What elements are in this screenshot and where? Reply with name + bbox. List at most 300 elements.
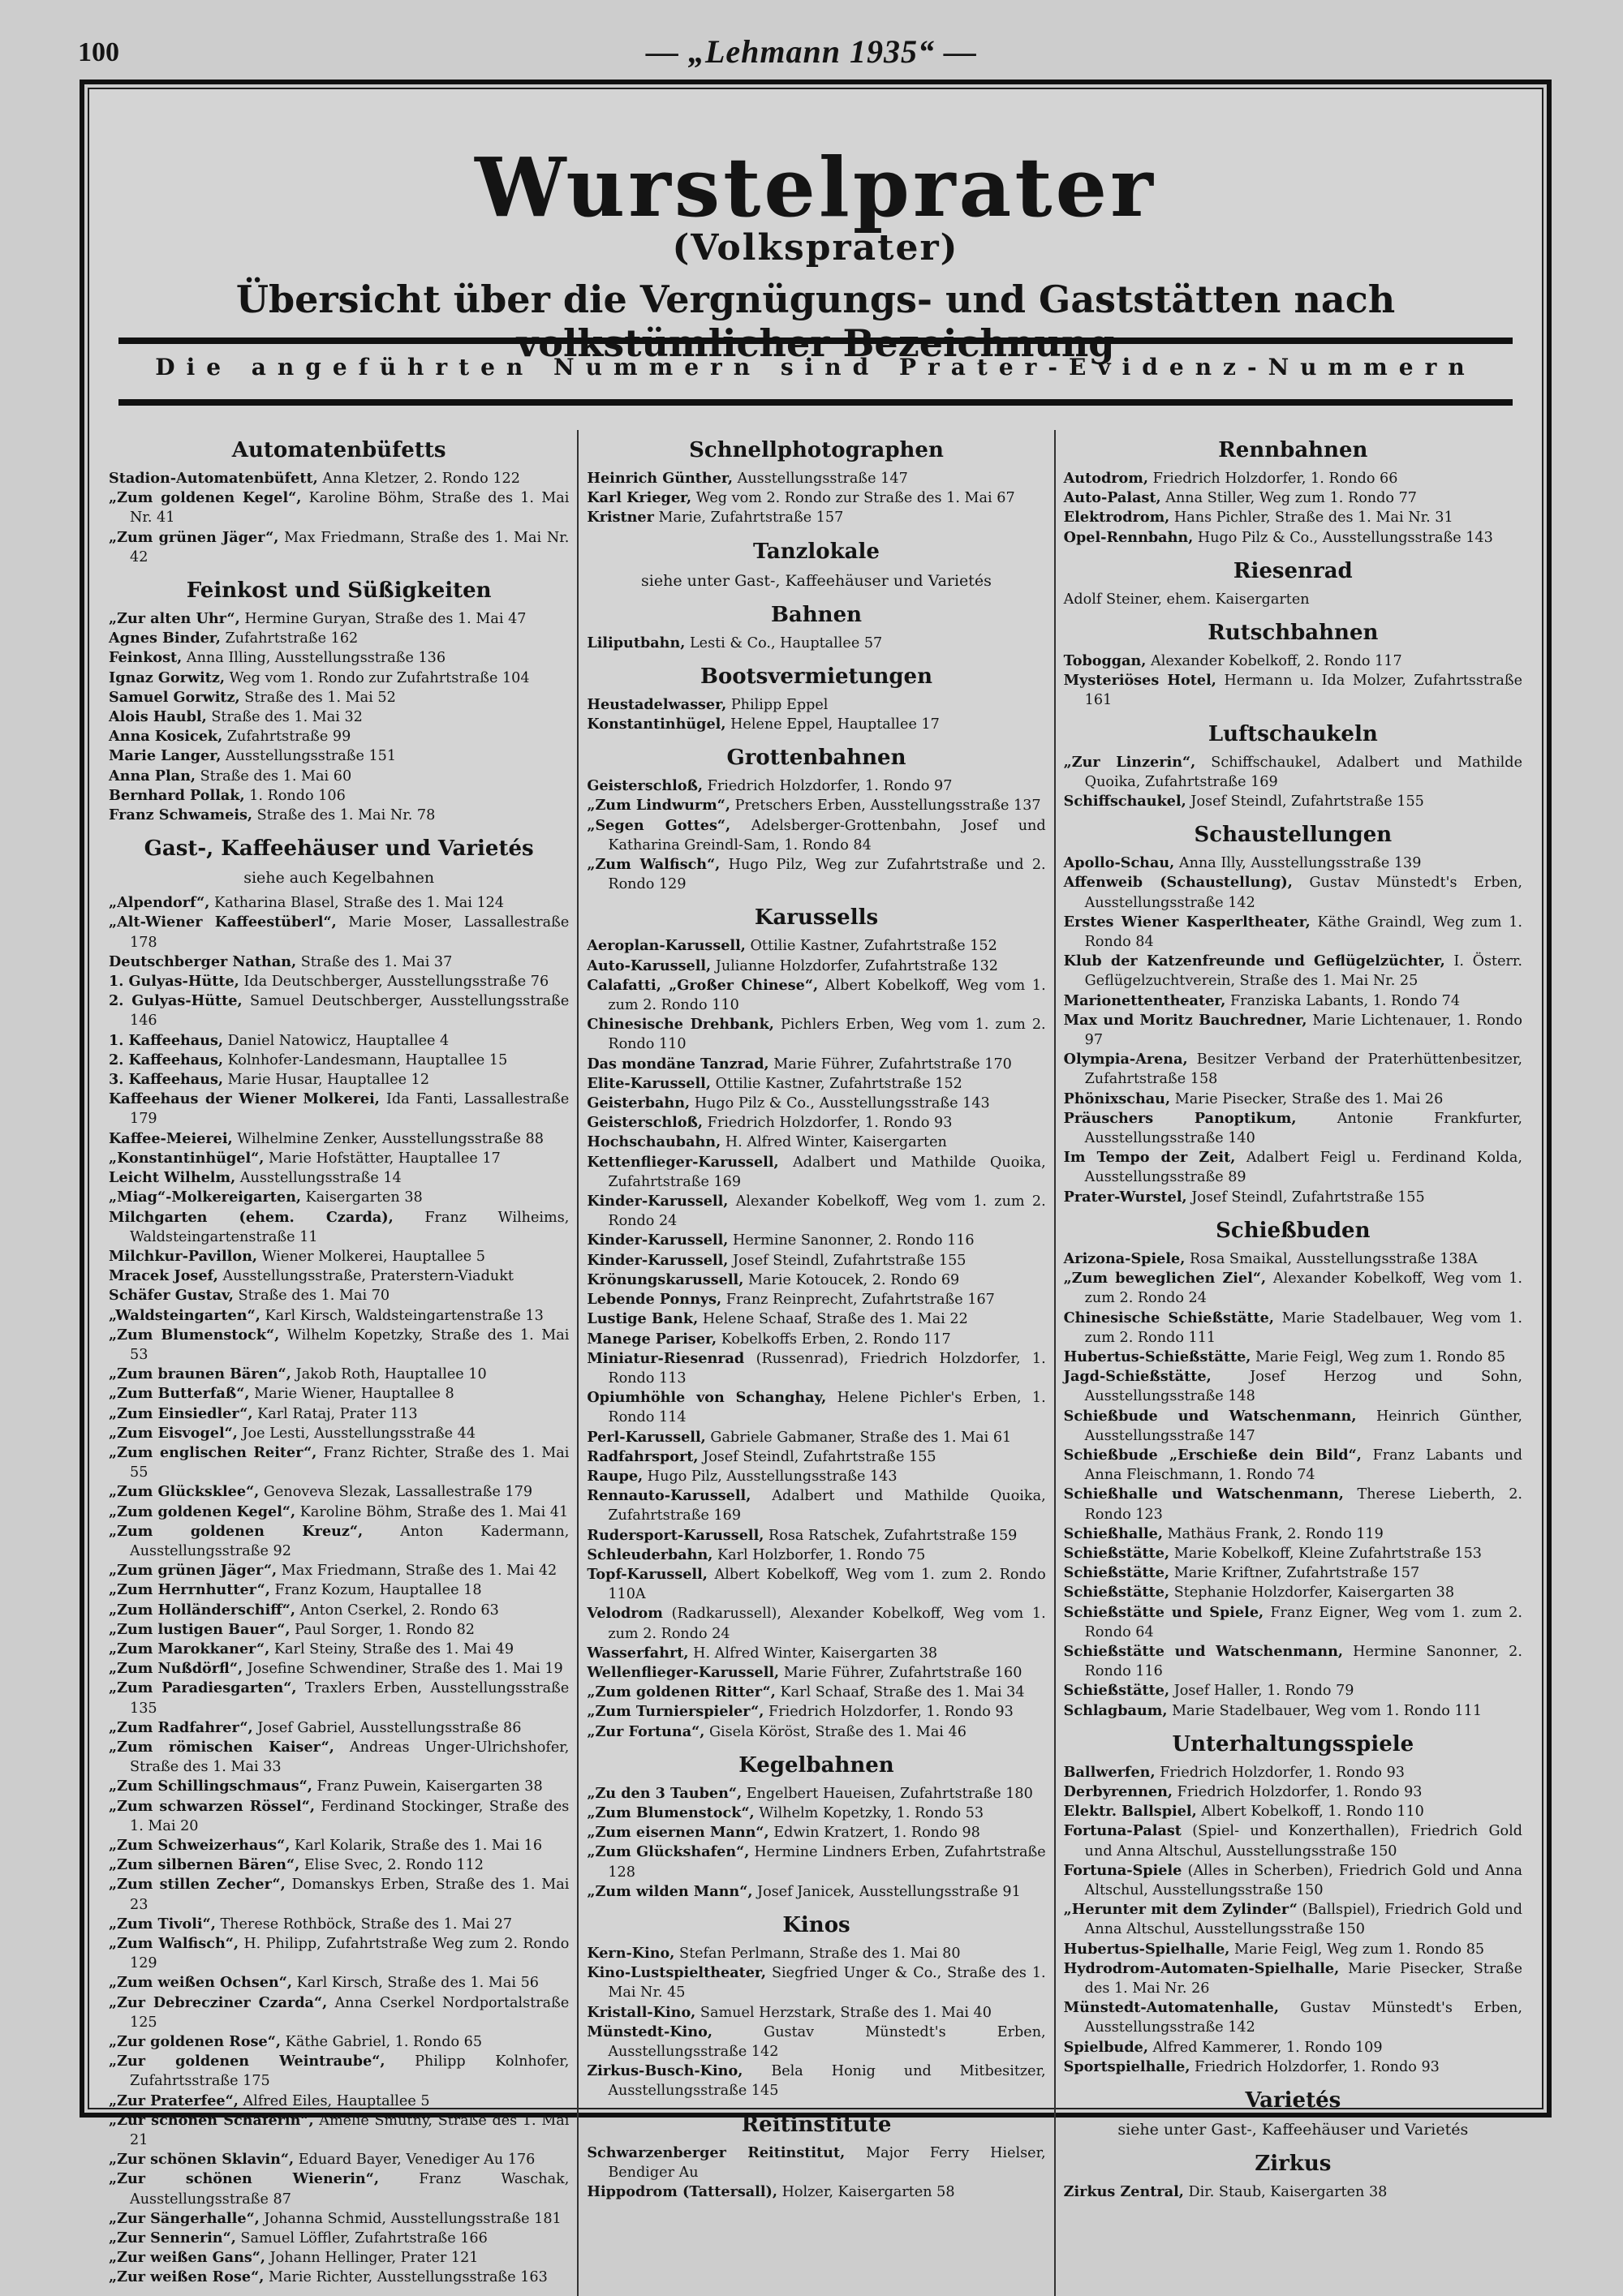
directory-section: [587, 902, 1045, 1741]
entry-name: Ballwerfen,: [1063, 1763, 1156, 1781]
directory-entry: [1064, 1050, 1522, 1089]
entry-details: Pichlers Erben, Weg vom 1. zum 2. Rondo 110: [608, 1017, 1046, 1053]
entry-details: Karl Steiny, Straße des 1. Mai 49: [273, 1640, 514, 1658]
directory-entry: [109, 1208, 569, 1247]
running-title: — „Lehmann 1935“ —: [645, 33, 978, 70]
section-heading: Rutschbahnen: [1208, 621, 1379, 646]
entry-name: „Zur goldenen Weintraube“,: [109, 2053, 385, 2070]
entry-details: Friedrich Holzdorfer, 1. Rondo 66: [1152, 471, 1398, 487]
entry-name: „Zum Blumenstock“,: [109, 1326, 280, 1344]
directory-entry: [109, 1620, 569, 1640]
entry-details: Gustav Münstedt's Erben, Ausstellungsstraße 142: [1084, 875, 1522, 911]
entry-details: Friedrich Holzdorfer, 1. Rondo 93: [1177, 1783, 1423, 1800]
entry-name: „Zum Herrnhutter“,: [109, 1581, 270, 1599]
entry-details: Samuel Herzstark, Straße des 1. Mai 40: [700, 2004, 992, 2021]
directory-entry: [1064, 1524, 1522, 1544]
directory-entry: [587, 1290, 1045, 1309]
entry-details: Hugo Pilz & Co., Ausstellungsstraße 143: [694, 1095, 990, 1112]
entry-details: Marie Feigl, Weg zum 1. Rondo 85: [1255, 1348, 1506, 1365]
directory-entry: [109, 2032, 569, 2052]
entry-details: Straße des 1. Mai 70: [238, 1288, 390, 1305]
directory-entry: [109, 1777, 569, 1796]
entry-name: Marie Langer,: [109, 747, 222, 765]
entry-details: Karl Schaaf, Straße des 1. Mai 34: [780, 1684, 1025, 1701]
directory-entry: [587, 1702, 1045, 1722]
directory-entry: [1064, 1603, 1522, 1642]
entry-details: Franz Richter, Straße des 1. Mai 55: [130, 1444, 570, 1481]
directory-entry: [109, 1149, 569, 1168]
directory-entry: [109, 1561, 569, 1580]
entry-details: Hugo Pilz, Ausstellungsstraße 143: [647, 1468, 898, 1485]
directory-entry: [587, 634, 1045, 653]
entry-name: „Zum wilden Mann“,: [587, 1882, 753, 1900]
directory-entry: [109, 893, 569, 913]
entry-name: Anna Kosicek,: [109, 728, 223, 746]
entry-details: Kobelkoffs Erben, 2. Rondo 117: [721, 1331, 951, 1348]
entry-details: Katharina Blasel, Straße des 1. Mai 124: [214, 895, 505, 912]
entry-details: 1. Rondo 106: [249, 787, 346, 804]
directory-entry: [587, 2182, 1045, 2202]
entry-name: „Zum Radfahrer“,: [109, 1718, 253, 1736]
entry-details: Weg vom 2. Rondo zur Straße des 1. Mai 67: [695, 490, 1015, 507]
entry-details: Friedrich Holzdorfer, 1. Rondo 93: [1160, 1764, 1405, 1781]
entry-details: Karoline Böhm, Straße des 1. Mai 41: [299, 1503, 569, 1520]
directory-entry: [109, 767, 569, 786]
entry-details: Käthe Gabriel, 1. Rondo 65: [285, 2034, 483, 2051]
entry-name: Kettenflieger-Karussell,: [587, 1153, 779, 1171]
entry-details: Anton Cserkel, 2. Rondo 63: [299, 1602, 499, 1619]
entry-details: Marie Stadelbauer, Weg vom 1. Rondo 111: [1172, 1702, 1483, 1719]
entry-name: Auto-Palast,: [1063, 489, 1161, 507]
entry-name: „Zum Blumenstock“,: [587, 1804, 755, 1821]
directory-entry: [1064, 1900, 1522, 1939]
entry-details: (Ballspiel), Friedrich Gold und Anna Altschul, Ausstellungsstraße 150: [1084, 1902, 1522, 1938]
directory-entry: [1064, 913, 1522, 952]
entry-details: Josef Steindl, Zufahrtstraße 155: [733, 1252, 966, 1269]
directory-section: [1064, 617, 1522, 711]
directory-section: [109, 575, 569, 825]
entry-name: „Zum Walfisch“,: [109, 1935, 239, 1953]
directory-entry: [109, 609, 569, 629]
entry-name: „Miag“-Molkereigarten,: [109, 1189, 302, 1206]
entry-details: Hermann u. Ida Molzer, Zufahrtsstraße 161: [1084, 673, 1522, 709]
directory-entry: [587, 1055, 1045, 1074]
entry-name: Feinkost,: [109, 649, 183, 667]
entry-details: Ottilie Kastner, Zufahrtstraße 152: [715, 1075, 962, 1092]
entry-name: Kaffee-Meierei,: [109, 1129, 233, 1147]
column-1: [101, 430, 577, 2296]
entry-name: Jagd-Schießstätte,: [1063, 1368, 1212, 1386]
entry-details: Josef Haller, 1. Rondo 79: [1173, 1683, 1354, 1700]
entry-name: Deutschberger Nathan,: [109, 952, 297, 970]
directory-entry: [587, 1644, 1045, 1663]
entry-details: (Radkarussell), Alexander Kobelkoff, Weg vom 1. zum 2. Rondo 24: [608, 1606, 1046, 1642]
directory-entry: [1064, 1959, 1522, 1998]
directory-entry: [109, 1993, 569, 2032]
directory-entry: [109, 1443, 569, 1482]
evidence-note: Die angeführten Nummern sind Prater-Evidenz-Nummern: [155, 354, 1476, 381]
entry-details: Rosa Ratschek, Zufahrtstraße 159: [768, 1527, 1018, 1544]
entry-name: Das mondäne Tanzrad,: [587, 1055, 769, 1073]
entry-details: Karl Holzborfer, 1. Rondo 75: [717, 1546, 926, 1563]
entry-name: Ignaz Gorwitz,: [109, 669, 225, 686]
section-heading: Luftschaukeln: [1208, 721, 1378, 746]
entry-name: Agnes Binder,: [109, 630, 221, 647]
entry-name: Erstes Wiener Kasperltheater,: [1063, 913, 1311, 931]
directory-entry: [1064, 1681, 1522, 1701]
entry-name: Liliputbahn,: [587, 634, 686, 651]
entry-name: Calafatti, „Großer Chinese“,: [587, 976, 819, 994]
entry-details: Adalbert Feigl u. Ferdinand Kolda, Ausstellungsstraße 89: [1084, 1150, 1522, 1186]
directory-entry: [109, 1365, 569, 1384]
directory-entry: [109, 1522, 569, 1561]
entry-name: Lebende Ponnys,: [587, 1291, 722, 1309]
directory-entry: [109, 1482, 569, 1502]
entry-name: Karl Krieger,: [587, 489, 692, 507]
entry-details: Jakob Roth, Hauptallee 10: [295, 1366, 487, 1383]
directory-entry: [587, 1074, 1045, 1094]
directory-entry: [109, 1973, 569, 1993]
entry-name: Schwarzenberger Reitinstitut,: [587, 2143, 846, 2161]
column-3: [1054, 430, 1530, 2296]
entry-details: Anna Cserkel Nordportalstraße 125: [130, 1994, 570, 2031]
directory-entry: [587, 1546, 1045, 1565]
entry-details: Amelie Smutny, Straße des 1. Mai 21: [130, 2112, 570, 2149]
directory-section: [587, 536, 1045, 591]
directory-entry: [1064, 1782, 1522, 1802]
entry-name: 2. Gulyas-Hütte,: [109, 992, 243, 1010]
section-note: siehe auch Kegelbahnen: [243, 869, 435, 888]
directory-entry: [1064, 853, 1522, 873]
directory-entry: [587, 1663, 1045, 1683]
directory-entry: [587, 1330, 1045, 1349]
entry-details: Marie Moser, Lassallestraße 178: [130, 914, 570, 951]
entry-name: Im Tempo der Zeit,: [1063, 1149, 1236, 1167]
entry-name: Kristall-Kino,: [587, 2003, 696, 2021]
entry-name: „Zum grünen Jäger“,: [109, 1562, 278, 1580]
directory-section: [587, 742, 1045, 894]
entry-details: Helene Pichler's Erben, 1. Rondo 114: [608, 1390, 1046, 1426]
directory-entry: [1064, 1367, 1522, 1406]
entry-details: Anna Illy, Ausstellungsstraße 139: [1178, 855, 1422, 872]
directory-entry: [1064, 1563, 1522, 1583]
directory-entry: [1064, 1861, 1522, 1900]
entry-name: „Zur weißen Rose“,: [109, 2268, 265, 2286]
entry-name: „Zu den 3 Tauben“,: [587, 1784, 743, 1802]
directory-section: [109, 833, 569, 2287]
entry-name: Schleuderbahn,: [587, 1546, 713, 1563]
entry-name: Franz Schwameis,: [109, 806, 253, 824]
entry-name: Velodrom: [587, 1605, 663, 1623]
entry-name: „Zum Glücksklee“,: [109, 1483, 260, 1501]
entry-name: „Zur Praterfee“,: [109, 2092, 239, 2109]
directory-entry: [587, 1467, 1045, 1486]
directory-entry: [109, 1718, 569, 1738]
directory-section: [1064, 2148, 1522, 2202]
entry-name: Mracek Josef,: [109, 1267, 218, 1285]
directory-entry: [587, 776, 1045, 796]
entry-name: Raupe,: [587, 1467, 644, 1485]
entry-details: Marie Wiener, Hauptallee 8: [254, 1386, 454, 1403]
entry-details: Marie Führer, Zufahrtstraße 160: [783, 1664, 1022, 1681]
section-heading: Gast-, Kaffeehäuser und Varietés: [144, 836, 534, 862]
entry-name: Affenweib (Schaustellung),: [1063, 874, 1293, 892]
entry-details: Heinrich Günther, Ausstellungsstraße 147: [1084, 1408, 1522, 1444]
directory-entry: [587, 2143, 1045, 2182]
directory-entry: [109, 1424, 569, 1443]
entry-details: Franz Eigner, Weg vom 1. zum 2. Rondo 64: [1084, 1604, 1522, 1640]
entry-details: Rosa Smaikal, Ausstellungsstraße 138A: [1189, 1250, 1478, 1267]
directory-entry: [109, 1266, 569, 1286]
entry-name: „Konstantinhügel“,: [109, 1149, 265, 1167]
entry-details: Adolf Steiner, ehem. Kaisergarten: [1063, 591, 1310, 608]
entry-name: Geisterschloß,: [587, 777, 704, 795]
entry-details: Marie Kriftner, Zufahrtstraße 157: [1173, 1565, 1420, 1582]
directory-entry: [587, 1565, 1045, 1604]
entry-name: „Zur Sängerhalle“,: [109, 2209, 260, 2227]
entry-name: Schießstätte,: [1063, 1682, 1170, 1700]
entry-name: Münstedt-Kino,: [587, 2023, 712, 2040]
entry-name: Opel-Rennbahn,: [1063, 528, 1194, 546]
entry-name: Klub der Katzenfreunde und Geflügelzüchter,: [1063, 952, 1445, 970]
entry-name: Arizona-Spiele,: [1063, 1249, 1186, 1267]
directory-section: [587, 1750, 1045, 1902]
entry-name: Lustige Bank,: [587, 1310, 699, 1328]
entry-details: Julianne Holzdorfer, Zufahrtstraße 132: [715, 957, 998, 974]
entry-name: Kaffeehaus der Wiener Molkerei,: [109, 1090, 380, 1108]
directory-entry: [109, 1679, 569, 1718]
entry-name: Kinder-Karussell,: [587, 1193, 729, 1210]
entry-name: Leicht Wilhelm,: [109, 1169, 236, 1187]
entry-details: Marie Richter, Ausstellungsstraße 163: [268, 2269, 548, 2286]
directory-entry: [587, 1153, 1045, 1192]
entry-details: Ausstellungsstraße 147: [737, 471, 908, 487]
entry-name: Krönungskarussell,: [587, 1271, 744, 1288]
entry-name: „Zum braunen Bären“,: [109, 1365, 291, 1383]
entry-details: Anna Stiller, Weg zum 1. Rondo 77: [1165, 490, 1417, 507]
directory-section: [1064, 1729, 1522, 2077]
entry-details: Straße des 1. Mai 32: [211, 709, 363, 726]
entry-details: Josefine Schwendiner, Straße des 1. Mai 19: [247, 1661, 563, 1678]
directory-entry: [1064, 469, 1522, 488]
entry-details: Hermine Sanonner, 2. Rondo 116: [733, 1232, 975, 1249]
entry-details: Helene Schaaf, Straße des 1. Mai 22: [702, 1311, 968, 1328]
entry-name: „Zum Walfisch“,: [587, 856, 721, 874]
directory-entry: [1064, 991, 1522, 1011]
directory-entry: [1064, 1446, 1522, 1485]
entry-name: 1. Gulyas-Hütte,: [109, 973, 239, 991]
entry-details: H. Alfred Winter, Kaisergarten: [725, 1134, 947, 1151]
directory-entry: [1064, 671, 1522, 710]
entry-name: „Zum römischen Kaiser“,: [109, 1738, 334, 1756]
entry-details: Bela Honig und Mitbesitzer, Ausstellungsstraße 145: [608, 2063, 1046, 2100]
directory-entry: [109, 1031, 569, 1051]
entry-name: „Zum Schillingschmaus“,: [109, 1778, 312, 1795]
entry-name: „Waldsteingarten“,: [109, 1306, 260, 1324]
entry-name: „Zur schönen Wienerin“,: [109, 2170, 379, 2188]
directory-section: [1064, 2085, 1522, 2140]
entry-details: Andreas Unger-Ulrichshofer, Straße des 1. Mai 33: [130, 1739, 570, 1776]
entry-name: „Zum Schweizerhaus“,: [109, 1837, 291, 1854]
directory-entry: [587, 1349, 1045, 1388]
entry-name: „Zum Tivoli“,: [109, 1915, 216, 1933]
entry-details: Karl Rataj, Prater 113: [257, 1405, 418, 1422]
section-heading: Automatenbüfetts: [231, 438, 446, 462]
entry-details: Pretschers Erben, Ausstellungsstraße 137: [734, 798, 1041, 815]
directory-entry: [587, 816, 1045, 855]
entry-details: Marie Kobelkoff, Kleine Zufahrtstraße 153: [1173, 1545, 1482, 1562]
entry-name: „Zur Linzerin“,: [1063, 753, 1196, 771]
directory-entry: [1064, 1348, 1522, 1367]
directory-entry: [587, 1251, 1045, 1271]
directory-entry: [587, 1804, 1045, 1823]
entry-name: Elektrodrom,: [1063, 509, 1170, 527]
directory-section: [587, 1910, 1045, 2101]
directory-entry: [1064, 792, 1522, 811]
directory-entry: [109, 1247, 569, 1266]
entry-name: „Alt-Wiener Kaffeestüberl“,: [109, 914, 337, 931]
entry-name: „Zum Eisvogel“,: [109, 1424, 238, 1442]
entry-name: Fortuna-Palast: [1063, 1822, 1182, 1840]
directory-entry: [109, 1168, 569, 1188]
directory-entry: [109, 648, 569, 668]
directory-entry: [1064, 528, 1522, 548]
section-heading: Zirkus: [1255, 2152, 1332, 2177]
overview-line: Übersicht über die Vergnügungs- und Gaststätten nach: [235, 277, 1396, 321]
directory-entry: [587, 1271, 1045, 1290]
entry-details: Josef Steindl, Zufahrtstraße 155: [703, 1448, 936, 1465]
entry-details: Franz Reinprecht, Zufahrtstraße 167: [725, 1292, 995, 1309]
directory-entry: [109, 1934, 569, 1973]
directory-section: [1064, 1215, 1522, 1721]
entry-name: „Zum Lindwurm“,: [587, 797, 731, 815]
directory-entry: [587, 1944, 1045, 1963]
directory-entry: [1064, 590, 1522, 609]
entry-name: Topf-Karussell,: [587, 1565, 708, 1583]
directory-section: [1064, 719, 1522, 812]
directory-section: [1064, 556, 1522, 609]
entry-details: Karl Kirsch, Waldsteingartenstraße 13: [265, 1307, 544, 1324]
entry-details: Karl Kolarik, Straße des 1. Mai 16: [294, 1838, 543, 1854]
directory-entry: [109, 2229, 569, 2248]
entry-name: Konstantinhügel,: [587, 716, 726, 733]
entry-name: „Segen Gottes“,: [587, 816, 731, 834]
entry-name: „Zum goldenen Kreuz“,: [109, 1522, 364, 1540]
entry-name: Manege Pariser,: [587, 1330, 717, 1348]
entry-name: Spielbude,: [1063, 2038, 1148, 2056]
directory-entry: [109, 488, 569, 527]
entry-name: „Zur alten Uhr“,: [109, 610, 240, 628]
directory-entry: [587, 957, 1045, 976]
directory-entry: [1064, 1188, 1522, 1207]
column-2: [577, 430, 1053, 2296]
entry-details: Dir. Staub, Kaisergarten 38: [1188, 2184, 1388, 2201]
entry-name: Radfahrsport,: [587, 1447, 699, 1465]
entry-name: Wellenflieger-Karussell,: [587, 1663, 780, 1681]
directory-entry: [1064, 1249, 1522, 1269]
entry-details: Josef Janicek, Ausstellungsstraße 91: [757, 1883, 1021, 1900]
section-heading: Schießbuden: [1216, 1218, 1371, 1243]
directory-section: [587, 600, 1045, 653]
entry-name: Heustadelwasser,: [587, 695, 727, 713]
entry-name: Schießbude und Watschenmann,: [1063, 1407, 1357, 1425]
entry-details: Daniel Natowicz, Hauptallee 4: [227, 1032, 450, 1049]
entry-name: Hippodrom (Tattersall),: [587, 2183, 777, 2201]
entry-name: 1. Kaffeehaus,: [109, 1031, 224, 1049]
directory-entry: [1064, 488, 1522, 508]
entry-name: Hubertus-Spielhalle,: [1063, 1940, 1230, 1958]
entry-details: Hugo Pilz & Co., Ausstellungsstraße 143: [1197, 529, 1493, 546]
entry-name: Autodrom,: [1063, 470, 1149, 487]
directory-entry: [1064, 1109, 1522, 1148]
directory-entry: [1064, 1148, 1522, 1187]
directory-entry: [109, 1384, 569, 1404]
directory-entry: [109, 727, 569, 746]
directory-entry: [1064, 1802, 1522, 1821]
entry-name: Kristner: [587, 509, 654, 527]
directory-entry: [109, 1404, 569, 1424]
directory-entry: [587, 1842, 1045, 1881]
entry-details: Ausstellungsstraße 14: [239, 1170, 402, 1187]
entry-details: Hans Pichler, Straße des 1. Mai Nr. 31: [1173, 510, 1453, 527]
directory-entry: [587, 2062, 1045, 2100]
entry-name: Alois Haubl,: [109, 708, 207, 726]
directory-entry: [109, 2248, 569, 2268]
entry-name: Zirkus Zentral,: [1063, 2183, 1184, 2201]
entry-name: Perl-Karussell,: [587, 1428, 706, 1446]
entry-name: Münstedt-Automatenhalle,: [1063, 1999, 1279, 2017]
directory-entry: [109, 952, 569, 972]
directory-entry: [1064, 1011, 1522, 1050]
entry-details: Lesti & Co., Hauptallee 57: [689, 634, 883, 651]
directory-entry: [587, 469, 1045, 488]
entry-name: „Zum grünen Jäger“,: [109, 528, 279, 546]
entry-details: Johann Hellinger, Prater 121: [269, 2250, 479, 2267]
directory-entry: [587, 1133, 1045, 1152]
directory-section: [587, 435, 1045, 528]
entry-details: H. Alfred Winter, Kaisergarten 38: [693, 1645, 938, 1662]
entry-name: Präuschers Panoptikum,: [1063, 1109, 1297, 1127]
section-heading: Tanzlokale: [753, 539, 880, 564]
entry-details: Josef Steindl, Zufahrtstraße 155: [1191, 1189, 1425, 1206]
entry-name: Sportspielhalle,: [1063, 2057, 1190, 2075]
entry-name: „Herunter mit dem Zylinder“: [1063, 1901, 1298, 1919]
entry-details: Max Friedmann, Straße des 1. Mai Nr. 42: [130, 529, 570, 565]
directory-entry: [587, 695, 1045, 715]
entry-name: Hubertus-Schießstätte,: [1063, 1348, 1251, 1365]
entry-name: Chinesische Schießstätte,: [1063, 1309, 1274, 1326]
directory-entry: [1064, 2038, 1522, 2057]
entry-name: „Zur Sennerin“,: [109, 2229, 236, 2247]
directory-entry: [109, 913, 569, 952]
entry-details: (Russenrad), Friedrich Holzdorfer, 1. Rondo 113: [608, 1350, 1046, 1387]
entry-details: Marie Führer, Zufahrtstraße 170: [773, 1056, 1012, 1073]
section-note: siehe unter Gast-, Kaffeehäuser und Varietés: [641, 571, 992, 590]
directory-entry: [109, 688, 569, 707]
entry-name: Toboggan,: [1063, 652, 1147, 670]
entry-name: Marionettentheater,: [1063, 991, 1226, 1009]
section-heading: Rennbahnen: [1218, 438, 1368, 462]
page-number: 100: [78, 37, 119, 67]
main-title: Wurstelprater: [475, 140, 1156, 235]
entry-details: Franz Puwein, Kaisergarten 38: [316, 1778, 543, 1795]
entry-name: Elite-Karussell,: [587, 1074, 711, 1092]
entry-details: Wilhelm Kopetzky, 1. Rondo 53: [759, 1804, 984, 1821]
directory-entry: [109, 1306, 569, 1326]
entry-name: „Zum Marokkaner“,: [109, 1640, 270, 1658]
section-heading: Schaustellungen: [1194, 823, 1393, 848]
directory-entry: [109, 1915, 569, 1934]
